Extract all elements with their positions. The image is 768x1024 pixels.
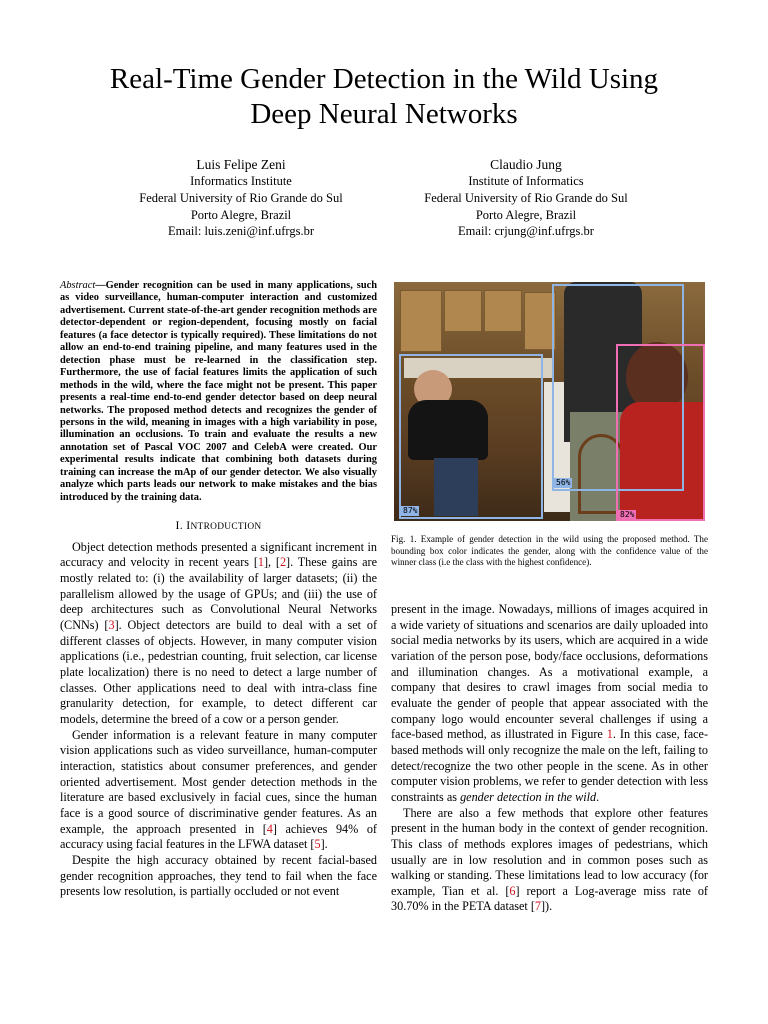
- section-title: INTRODUCTION: [186, 518, 262, 533]
- paragraph-4: present in the image. Nowadays, millions of images acquired in a wide variety of situations and scenarios are daily uploaded into social media networks by its users, which are acquired in a wide variation of the person pose, body/face occlusions, deformations and illumination changes. As a motivational example, a company that desires to crawl images from social media to evaluate the gender of people that appear associated with the company logo would encounter several challenges if using a face-based method, as illustrated in Figure 1. In this case, face-based methods will only recognize the male on the left, failing to detect/recognize the two other people in the scene. As in other computer vision problems, we refer to gender detection with less constraints as gender detection in the wild.: [391, 602, 708, 804]
- title-line-1: Real-Time Gender Detection in the Wild Using: [109, 63, 659, 95]
- confidence-label: 82%: [620, 510, 635, 519]
- citation-link[interactable]: 1: [257, 555, 264, 570]
- paragraph-2: Gender information is a relevant feature in many computer vision applications such as video surveillance, human-computer interaction, statistics about consumer preferences, and gender oriented advertisement. Most gender detection methods in the literature are based exclusively in facial cues, since the human face is a good source of discriminative gender features. As an example, the approach presented in [4] achieves 94% of accuracy using facial features in the LFWA dataset [5].: [60, 727, 377, 852]
- citation-link[interactable]: 5: [314, 837, 321, 852]
- figure-reference-link[interactable]: 1: [606, 727, 613, 742]
- citation-link[interactable]: 4: [266, 821, 273, 836]
- section-heading-introduction: [60, 518, 377, 536]
- paragraph-3: Despite the high accuracy obtained by recent facial-based gender recognition approaches, they tend to fail when the face presents low resolution, is partially occluded or not event: [60, 852, 377, 899]
- figure-1-photo: [394, 282, 705, 521]
- figure-1-caption: Fig. 1. Example of gender detection in the wild using the proposed method. The bounding box color indicates the gender, along with the confidence value of the winner class (i.e the class with the highest confidence).: [391, 534, 708, 568]
- author-block-2: [361, 156, 691, 240]
- kitchen-cabinet: [444, 290, 482, 332]
- paragraph-5: There are also a few methods that explore other features present in the human body in the context of gender recognition. This class of methods explores images of pedestrians, which usually are in low resolution and in common poses such as walking or standing. These limitations lead to low accuracy (for example, Tian et al. [6] report a Log-average miss rate of 30.70% in the PETA dataset [7]).: [391, 805, 708, 914]
- title-line-2: Deep Neural Networks: [250, 98, 518, 130]
- abstract: [60, 280, 377, 504]
- author-location: Porto Alegre, Brazil: [475, 207, 577, 222]
- abstract-text: Gender recognition can be used in many applications, such as video surveillance, human-computer interaction and customized advertisement. Current state-of-the-art gender recognition methods are detector-dependent or region-dependent, focusing mostly on facial features (a face detector is typically required). These limitations do not allow an end-to-end training pipeline, and many features used in the detection phase must be re-learned in the classification step. Furthermore, the use of facial features limits the application of such methods in the wild, where the face might not be present. This paper presents a real-time end-to-end gender detector based on deep neural networks. The proposed method detects and recognizes the gender of persons in the wild, meaning in images with a high variability in pose, illumination an occlusions. To train and evaluate the results a new annotation set of Pascal VOC 2007 and CelebA were created. Our experimental results indicate that combining both datasets during training can increase the mAp of our gender detector. We also visually analyze which parts leads our network to make mistakes and the bias introduced by the training data.: [60, 280, 377, 503]
- detection-box-male: [399, 354, 543, 519]
- detection-box-female: [616, 344, 705, 521]
- citation-link[interactable]: 6: [509, 883, 516, 898]
- author-affiliation: Institute of Informatics: [468, 174, 584, 188]
- abstract-dash: —: [95, 280, 106, 291]
- author-affiliation: Informatics Institute: [190, 174, 292, 188]
- citation-link[interactable]: 3: [108, 618, 115, 633]
- author-email: Email: luis.zeni@inf.ufrgs.br: [168, 224, 314, 239]
- author-university: Federal University of Rio Grande do Sul: [139, 190, 343, 205]
- confidence-label: 56%: [556, 478, 571, 487]
- emphasized-term: gender detection in the wild: [460, 789, 597, 804]
- author-university: Federal University of Rio Grande do Sul: [424, 190, 628, 205]
- author-name: Luis Felipe Zeni: [196, 157, 286, 172]
- kitchen-cabinet: [484, 290, 522, 332]
- citation-link[interactable]: 2: [279, 555, 287, 570]
- citation-link[interactable]: 7: [534, 899, 541, 914]
- abstract-label: Abstract: [60, 280, 96, 291]
- author-name: Claudio Jung: [490, 157, 562, 172]
- left-column: [60, 280, 377, 900]
- paper-title: [60, 62, 708, 132]
- paragraph-1: Object detection methods presented a significant increment in accuracy and velocity in recent years [1], [2]. These gains are mostly related to: (i) the availability of larger datasets; (ii) the parallelism allowed by the usage of GPUs; and (iii) the use of deep architectures such as Convolutional Neural Networks (CNNs) [3]. Object detectors are build to deal with a set of different classes of objects. However, in many computer vision applications (i.e., pedestrian counting, fruit selection, car license plate localization) there is no need to detect a large number of classes. Other applications need to deal with intra-class fine granularity detection, for example, to detect different car models, determine the breed of a cow or a person gender.: [60, 539, 378, 727]
- section-number: I.: [175, 518, 183, 533]
- author-block-1: [76, 156, 406, 240]
- right-column: [391, 602, 708, 915]
- author-location: Porto Alegre, Brazil: [190, 207, 292, 222]
- kitchen-cabinet: [400, 290, 442, 352]
- confidence-label: 87%: [403, 506, 418, 515]
- author-email: Email: crjung@inf.ufrgs.br: [458, 224, 594, 239]
